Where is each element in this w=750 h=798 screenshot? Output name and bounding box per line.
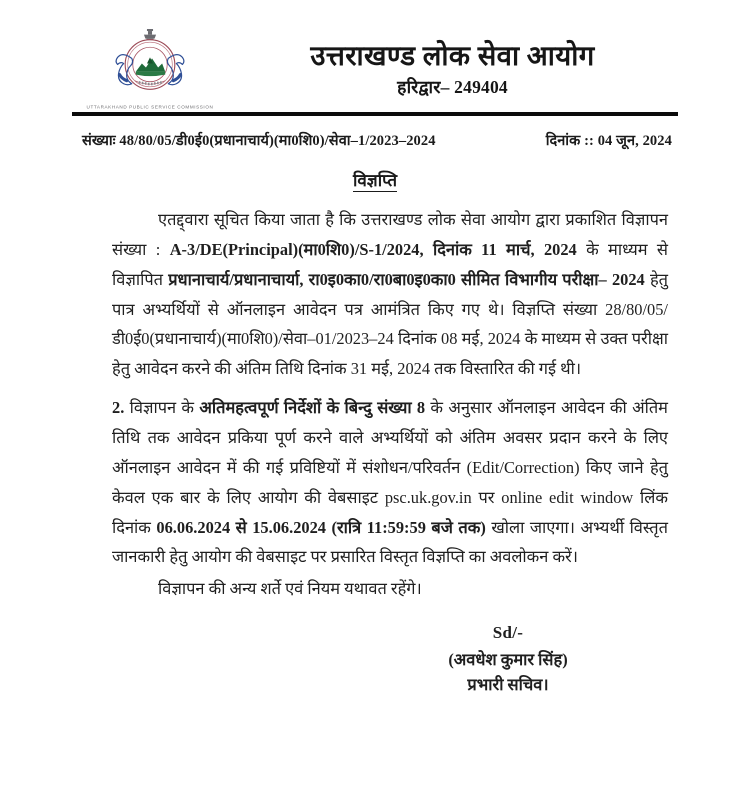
p2-text-2: के अनुसार ऑनलाइन आवेदन की अंतिम तिथि तक आवेदन प्रकिया पूर्ण करने वाले अभ्यर्थियों को अंतिम अवसर प्रदान करने के लिए ऑनलाइन आवेदन में की गई प्रविष्टियों में संशोधन/परिवर्तन (Edit/Correction) किए जाने हेतु केवल एक बार के लिए आयोग की वेबसाइट	[112, 398, 668, 507]
title-block	[215, 39, 750, 99]
organisation-name: उत्तराखण्ड लोक सेवा आयोग	[310, 40, 595, 72]
paragraph-1	[112, 205, 668, 384]
reference-date: दिनांक :: 04 जून, 2024	[545, 133, 672, 149]
organisation-address: हरिद्वार– 249404	[397, 76, 508, 97]
p2-text-3: पर online edit window लिंक दिनांक	[112, 487, 668, 537]
p2-text-4: खोला जाएगा। अभ्यर्थी विस्तृत जानकारी हेतु आयोग की वेबसाइट पर प्रसारित विस्तृत विज्ञप्ति का अवलोकन करें।	[112, 517, 668, 567]
document-body	[112, 205, 668, 604]
reference-line	[82, 130, 672, 150]
uttarakhand-psc-emblem-icon	[98, 28, 202, 104]
signatory-name: (अवधेश कुमार सिंह)	[448, 649, 568, 669]
p1-text-2: के माध्यम से विज्ञापित	[112, 239, 669, 289]
p2-number: 2.	[112, 398, 125, 418]
notice-title-text: विज्ञप्ति	[352, 171, 398, 190]
p3-text: विज्ञापन की अन्य शर्ते एवं नियम यथावत रहेंगे।	[158, 579, 422, 599]
p1-advert-number: A-3/DE(Principal)(मा0शि0)/S-1/2024, दिनांक 11 मार्च, 2024	[169, 239, 577, 259]
p2-text-1: विज्ञापन के	[124, 398, 200, 418]
p2-edit-window-dates: 06.06.2024 से 15.06.2024 (रात्रि 11:59:59 बजे तक)	[156, 517, 486, 537]
document-header	[0, 0, 750, 110]
signature-sd: Sd/-	[492, 623, 524, 643]
p1-exam-name: प्रधानाचार्य/प्रधानाचार्या, रा0इ0का0/रा0बा0इ0का0 सीमित विभागीय परीक्षा– 2024	[168, 269, 645, 289]
reference-number: संख्याः 48/80/05/डी0ई0(प्रधानाचार्य)(मा0शि0)/सेवा–1/2023–2024	[82, 133, 436, 149]
p2-instruction-point: अतिमहत्वपूर्ण निर्देशों के बिन्दु संख्या 8	[199, 398, 426, 418]
signature-block	[358, 620, 658, 697]
emblem-caption: UTTARAKHAND PUBLIC SERVICE COMMISSION	[86, 103, 214, 110]
notice-title	[0, 168, 750, 191]
commission-website-link[interactable]: psc.uk.gov.in	[384, 487, 472, 507]
divider-line	[72, 112, 678, 116]
signatory-designation: प्रभारी सचिव।	[467, 674, 549, 694]
p1-text-1: एतद्द्वारा सूचित किया जाता है कि उत्तराखण्ड लोक सेवा आयोग द्वारा प्रकाशित विज्ञापन संख्या :	[112, 210, 668, 259]
paragraph-3	[112, 574, 668, 604]
header-divider	[72, 112, 678, 116]
p1-text-3: हेतु पात्र अभ्यर्थियों से ऑनलाइन आवेदन पत्र आमंत्रित किए गए थे। विज्ञप्ति संख्या 28/80/05/डी0ई0(प्रधानाचार्य)(मा0शि0)/सेवा–01/2023–24 दिनांक 08 मई, 2024 के माध्यम से उक्त परीक्षा हेतु आवेदन करने की अंतिम तिथि दिनांक 31 मई, 2024 तक विस्तारित की गई थी।	[112, 269, 668, 379]
emblem-block	[85, 28, 215, 109]
paragraph-2	[112, 393, 668, 572]
